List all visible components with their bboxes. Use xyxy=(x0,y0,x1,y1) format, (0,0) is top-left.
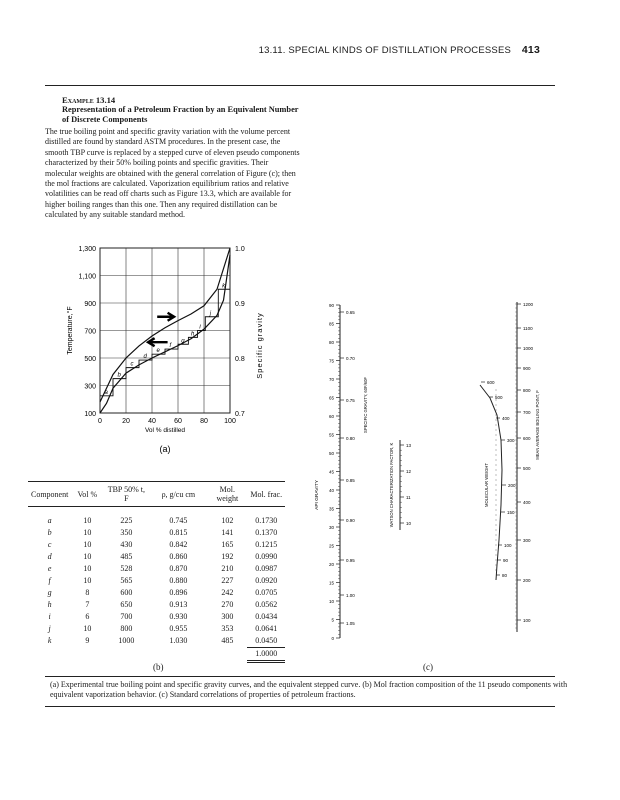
figure-caption: (a) Experimental true boiling point and specific gravity curves, and the equivalent stepped curve. (b) Mol fraction composition of the 11 pseudo components with equivalent vaporization behavior. (c) Standard correlations of properties of petroleum fractions. xyxy=(50,680,568,699)
api-tick-label: 55 xyxy=(328,432,334,438)
example-label: Example 13.14 xyxy=(62,95,116,105)
api-tick-label: 90 xyxy=(328,303,334,308)
table-cell: 141 xyxy=(221,528,234,537)
sg-tick-label: 0.90 xyxy=(346,518,355,523)
api-tick-label: 5 xyxy=(331,617,334,623)
table-cell: 1000 xyxy=(118,636,135,646)
y-left-tick-label: 1,100 xyxy=(78,273,96,281)
x-axis-label: Vol % distilled xyxy=(144,427,186,434)
bp-tick-label: 1200 xyxy=(523,302,534,307)
api-tick-label: 20 xyxy=(328,562,334,567)
table-cell: 10 xyxy=(83,516,92,525)
api-tick-label: 35 xyxy=(328,506,334,512)
table-cell: 0.955 xyxy=(169,624,188,633)
table-cell: 10 xyxy=(83,552,92,561)
y-right-tick-label: 0.7 xyxy=(235,411,245,418)
table-row xyxy=(28,551,285,563)
mw-tick-label: 150 xyxy=(507,510,515,515)
bp-tick-label: 300 xyxy=(523,538,531,543)
table-cell: 0.842 xyxy=(169,540,188,549)
x-tick-label: 40 xyxy=(148,418,156,425)
figure-c-nomograph xyxy=(305,290,555,650)
step-letter: i xyxy=(199,324,201,331)
table-cell: 0.0641 xyxy=(255,624,278,633)
table-cell: 1.030 xyxy=(169,636,188,646)
table-row xyxy=(28,635,285,648)
k-axis-label: WATSON CHARACTERIZATION FACTOR, K xyxy=(389,442,394,528)
arrow-left-icon xyxy=(148,338,168,346)
table-cell: 270 xyxy=(221,600,234,609)
x-tick-label: 60 xyxy=(174,418,182,425)
bp-tick-label: 500 xyxy=(523,466,531,471)
col-header-molfrac: Mol. frac. xyxy=(247,482,285,507)
figure-c-label: (c) xyxy=(423,662,433,672)
table-row xyxy=(28,599,285,611)
table-cell: 0.913 xyxy=(169,600,188,609)
top-rule xyxy=(45,85,555,86)
table-cell: h xyxy=(47,600,52,609)
k-tick-label: 10 xyxy=(406,521,412,526)
y-left-tick-label: 1,300 xyxy=(78,246,96,253)
step-letter: j xyxy=(209,310,212,317)
caption-rule xyxy=(45,676,555,677)
figure-a-chart xyxy=(60,238,270,458)
table-cell: 300 xyxy=(221,612,234,621)
table-row xyxy=(28,611,285,623)
bp-tick-label: 100 xyxy=(523,618,531,623)
table-cell: 0.930 xyxy=(169,612,188,621)
col-header-component: Component xyxy=(28,482,71,507)
y-right-tick-label: 1.0 xyxy=(235,246,245,253)
mw-tick-label: 80 xyxy=(502,573,508,578)
table-cell: 0.1730 xyxy=(255,516,278,525)
table-cell: 600 xyxy=(120,588,133,597)
table-cell: 350 xyxy=(120,528,133,537)
table-cell: 7 xyxy=(85,600,90,609)
x-tick-label: 80 xyxy=(200,418,208,425)
table-cell: 0.0434 xyxy=(255,612,278,621)
table-cell: 242 xyxy=(221,588,234,597)
table-cell: 0.0920 xyxy=(255,576,278,585)
step-letter: k xyxy=(222,283,226,290)
table-total: 1.0000 xyxy=(247,648,285,662)
y-left-tick-label: 300 xyxy=(84,383,96,391)
table-cell: 0.0990 xyxy=(255,552,278,561)
y-left-axis-label: Temperature,°F xyxy=(67,306,74,355)
table-cell: 800 xyxy=(120,624,133,633)
api-tick-label: 80 xyxy=(328,340,334,345)
table-cell: 10 xyxy=(83,540,92,549)
col-header-tbp: TBP 50% t, F xyxy=(103,482,149,507)
k-tick-label: 13 xyxy=(406,443,412,448)
step-letter: b xyxy=(117,372,121,379)
mw-tick-label: 300 xyxy=(507,438,515,443)
sg-tick-label: 0.65 xyxy=(346,310,355,315)
bp-tick-label: 700 xyxy=(523,410,531,415)
table-cell: 353 xyxy=(221,624,234,633)
table-row xyxy=(28,563,285,575)
table-cell: 10 xyxy=(83,624,92,633)
table-cell: 0.1370 xyxy=(255,528,278,537)
table-row xyxy=(28,587,285,599)
bp-tick-label: 800 xyxy=(523,388,531,393)
api-tick-label: 50 xyxy=(328,451,334,456)
table-row xyxy=(28,623,285,635)
table-cell: k xyxy=(47,636,52,646)
x-tick-label: 20 xyxy=(122,418,130,425)
table-cell: 485 xyxy=(221,636,234,646)
component-table xyxy=(28,481,285,663)
table-cell: 0.0450 xyxy=(255,636,278,645)
table-cell: 0.880 xyxy=(169,576,188,585)
table-cell: 9 xyxy=(85,636,90,646)
bp-axis-label: MEAN AVERAGE BOILING POINT, F xyxy=(535,390,540,460)
table-cell: 227 xyxy=(221,576,234,585)
step-letter: f xyxy=(169,343,172,350)
api-tick-label: 10 xyxy=(328,599,334,604)
step-letter: e xyxy=(156,348,160,355)
y-right-axis-label: Specific gravity xyxy=(255,312,264,379)
table-cell: g xyxy=(47,588,52,597)
table-cell: 485 xyxy=(120,552,133,561)
table-row xyxy=(28,507,285,528)
col-header-vol: Vol % xyxy=(71,482,103,507)
api-tick-label: 75 xyxy=(328,358,334,364)
mw-tick-label: 90 xyxy=(503,558,509,563)
table-cell: 10 xyxy=(83,528,92,537)
api-tick-label: 45 xyxy=(328,469,334,475)
y-left-tick-label: 700 xyxy=(84,328,96,336)
table-cell: 528 xyxy=(120,564,133,573)
col-header-density: ρ, g/cu cm xyxy=(149,482,207,507)
bp-tick-label: 400 xyxy=(523,500,531,505)
table-cell: 700 xyxy=(120,612,133,621)
api-tick-label: 25 xyxy=(328,543,334,549)
api-tick-label: 60 xyxy=(328,414,334,419)
section-title: 13.11. SPECIAL KINDS OF DISTILLATION PROCESSES xyxy=(258,45,512,56)
step-letter: h xyxy=(190,331,195,338)
x-tick-label: 100 xyxy=(224,418,236,425)
table-header-row xyxy=(28,482,285,507)
step-letter: d xyxy=(143,354,147,361)
table-cell: 10 xyxy=(83,576,92,585)
k-tick-label: 11 xyxy=(406,495,411,500)
api-tick-label: 85 xyxy=(328,321,334,327)
table-cell: 192 xyxy=(221,552,234,561)
table-cell: 0.745 xyxy=(169,516,188,525)
api-tick-label: 40 xyxy=(328,488,334,493)
table-cell: 0.896 xyxy=(169,588,188,597)
table-cell: 0.0987 xyxy=(255,564,278,573)
table-cell: 6 xyxy=(85,612,90,621)
arrow-right-icon xyxy=(157,313,174,321)
example-body: The true boiling point and specific gravity variation with the volume percent distilled are found by standard ASTM procedures. In the present case, the smooth TBP curve is replaced by a stepped curve of eleven pseudo components characterized by their 50% boiling points and specific gravities. Their molecular weights are obtained with the general correlation of Figure (c); then the mol fractions are calculated. Vaporization equilibrium ratios and relative volatilities can be read off charts such as Figure 13.3, which are available for higher boiling ranges than this one. Then any required distillation can be calculated by any suitable standard method. xyxy=(45,127,300,220)
table-cell: b xyxy=(47,528,52,537)
table-cell: 102 xyxy=(221,516,234,525)
table-cell: 0.1215 xyxy=(255,540,278,549)
table-cell: j xyxy=(48,624,51,633)
api-tick-label: 15 xyxy=(328,580,334,586)
table-cell: c xyxy=(47,540,52,549)
mw-axis-label: MOLECULAR WEIGHT xyxy=(484,463,489,507)
bp-tick-label: 1100 xyxy=(523,326,533,331)
api-tick-label: 70 xyxy=(328,377,334,382)
k-tick-label: 12 xyxy=(406,469,412,474)
bottom-rule xyxy=(45,706,555,707)
step-letter: c xyxy=(130,361,134,368)
running-header xyxy=(0,44,540,56)
table-cell: 0.815 xyxy=(169,528,188,537)
y-left-tick-label: 900 xyxy=(84,301,96,308)
table-cell: e xyxy=(47,564,52,573)
api-tick-label: 0 xyxy=(331,636,334,641)
bp-tick-label: 600 xyxy=(523,436,531,441)
figure-a-label: (a) xyxy=(159,444,171,454)
sg-tick-label: 1.05 xyxy=(346,621,355,626)
y-left-tick-label: 100 xyxy=(84,411,96,418)
sg-axis-label: SPECIFIC GRAVITY, 60F/60F xyxy=(363,377,368,433)
table-cell: f xyxy=(48,576,51,585)
api-tick-label: 30 xyxy=(328,525,334,530)
bp-tick-label: 200 xyxy=(523,578,531,583)
example-title: Representation of a Petroleum Fraction by an Equivalent Number of Discrete Components xyxy=(62,105,299,124)
y-left-tick-label: 500 xyxy=(84,356,96,363)
table-cell: 8 xyxy=(85,588,90,597)
y-right-tick-label: 0.8 xyxy=(235,356,245,363)
table-row xyxy=(28,575,285,587)
col-header-molweight: Mol. weight xyxy=(207,482,247,507)
table-total-row xyxy=(28,648,285,662)
tbp-curve xyxy=(100,255,230,413)
step-letter: a xyxy=(104,389,108,396)
bp-tick-label: 900 xyxy=(523,366,531,371)
table-cell: 565 xyxy=(120,576,133,585)
x-tick-label: 0 xyxy=(98,418,102,425)
sg-tick-label: 0.75 xyxy=(346,398,355,403)
table-cell: d xyxy=(47,552,52,561)
mw-tick-label: 400 xyxy=(502,416,510,421)
table-cell: 650 xyxy=(120,600,133,609)
api-tick-label: 65 xyxy=(328,395,334,401)
table-cell: 210 xyxy=(221,564,234,573)
step-letter: g xyxy=(181,338,185,345)
y-right-tick-label: 0.9 xyxy=(235,301,245,308)
mw-tick-label: 600 xyxy=(487,380,495,385)
mw-tick-label: 500 xyxy=(495,395,503,400)
table-cell: i xyxy=(48,612,51,621)
page-number: 413 xyxy=(521,44,540,56)
api-axis-label: API GRAVITY xyxy=(315,480,320,510)
table-cell: 0.860 xyxy=(169,552,188,561)
table-cell: a xyxy=(47,516,52,525)
sg-tick-label: 0.85 xyxy=(346,478,355,483)
table-cell: 225 xyxy=(120,516,133,525)
mw-tick-label: 100 xyxy=(504,543,512,548)
table-cell: 10 xyxy=(83,564,92,573)
table-cell: 0.870 xyxy=(169,564,188,573)
table-cell: 430 xyxy=(120,540,133,549)
table-cell: 0.0705 xyxy=(255,588,278,597)
sg-tick-label: 0.80 xyxy=(346,436,355,441)
table-row xyxy=(28,539,285,551)
sg-tick-label: 0.95 xyxy=(346,558,355,563)
bp-tick-label: 1000 xyxy=(523,346,534,351)
table-cell: 165 xyxy=(221,540,234,549)
sg-tick-label: 1.00 xyxy=(346,593,355,598)
table-row xyxy=(28,527,285,539)
sg-tick-label: 0.70 xyxy=(346,356,355,361)
mw-tick-label: 200 xyxy=(508,483,516,488)
table-cell: 0.0562 xyxy=(255,600,278,609)
figure-b-label: (b) xyxy=(153,662,164,672)
